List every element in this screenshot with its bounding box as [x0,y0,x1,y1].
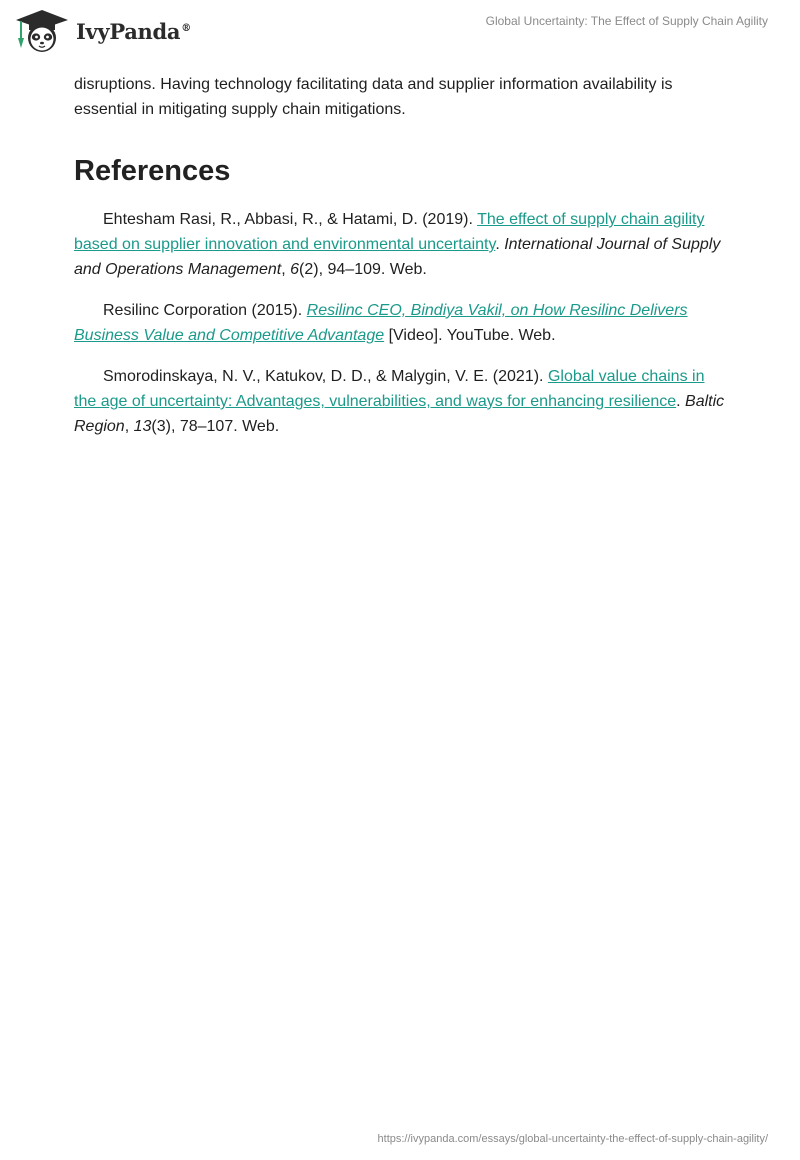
reference-link[interactable]: Global value chains in the age of uncertainty: Advantages, vulnerabilities, and ways for enhancing resilience [74,368,705,410]
references-heading: References [74,155,231,187]
source-url[interactable]: https://ivypanda.com/essays/global-uncertainty-the-effect-of-supply-chain-agility/ [377,1133,768,1145]
reference-journal: International Journal of Supply and Operations Management [74,236,721,278]
document-title: Global Uncertainty: The Effect of Supply Chain Agility [485,14,768,28]
reference-volume: 13 [133,418,152,435]
reference-item [74,207,726,282]
reference-punct: . [495,236,505,253]
reference-authors: Resilinc Corporation (2015). [103,302,307,319]
reference-punct: , [281,261,291,278]
page-header [0,0,800,62]
logo-wordmark: IvyPanda® [76,18,191,44]
reference-tail: (2), 94–109. Web. [299,261,427,278]
reference-punct: . [676,393,686,410]
reference-authors: Ehtesham Rasi, R., Abbasi, R., & Hatami, D. (2019). [103,211,478,228]
reference-link[interactable]: Resilinc CEO, Bindiya Vakil, on How Resilinc Delivers Business Value and Competitive Advantage [74,302,688,344]
reference-tail: (3), 78–107. Web. [151,418,280,435]
essay-content [74,72,726,455]
reference-volume: 6 [290,261,300,278]
reference-authors: Smorodinskaya, N. V., Katukov, D. D., & Malygin, V. E. (2021). [103,368,548,385]
ivypanda-logo[interactable] [14,8,191,54]
reference-link[interactable]: The effect of supply chain agility based on supplier innovation and environmental uncertainty [74,211,705,253]
reference-tail: [Video]. YouTube. Web. [384,327,556,344]
reference-journal: Baltic Region [74,393,725,435]
body-paragraph: disruptions. Having technology facilitating data and supplier information availability is essential in mitigating supply chain mitigations. [74,76,673,118]
reference-punct: , [124,418,134,435]
reference-item [74,364,726,439]
panda-graduation-cap-icon [14,8,70,54]
reference-item [74,298,726,348]
